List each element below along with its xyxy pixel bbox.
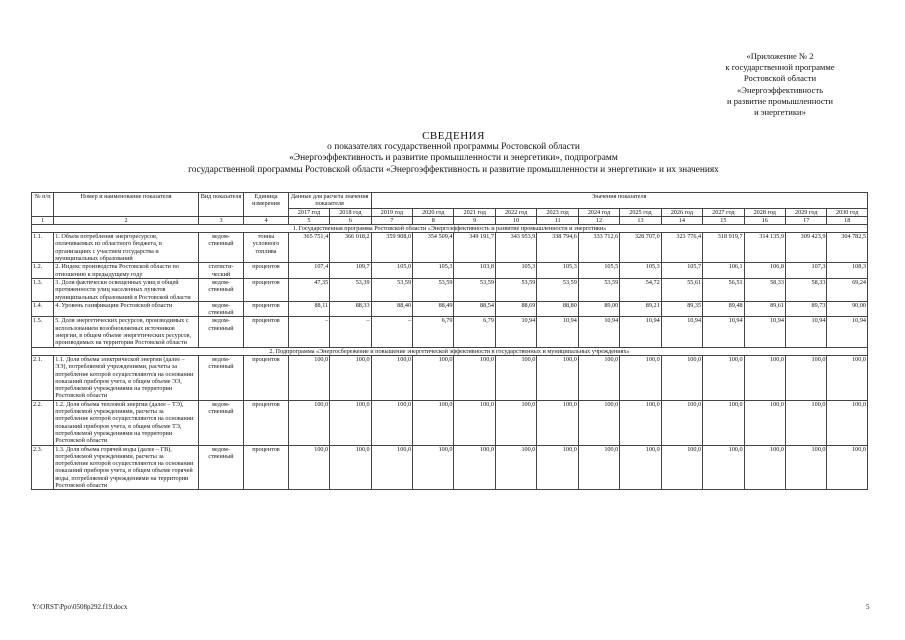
title-line: о показателях государственной программы Ростовской области (327, 142, 580, 153)
column-number: 12 (578, 216, 619, 224)
indicator-value: 103,8 (454, 263, 495, 279)
indicator-value: 100,0 (661, 355, 702, 400)
indicator-unit: процентов (244, 445, 288, 490)
indicator-name: 1.1. Доля объема электрической энергии (далее – ЭЭ), потребляемой учреждениями, расчеты за потребление которой осуществляются на основании показаний приборов учета, в общем объеме ЭЭ, потребляемой учреждениями на территории Ростовской области (54, 355, 199, 400)
indicator-value: 89,61 (744, 301, 785, 317)
indicator-value: 100,0 (620, 445, 661, 490)
indicator-value: 100,0 (454, 355, 495, 400)
indicator-value: 100,0 (785, 445, 826, 490)
table-row (32, 278, 868, 301)
indicator-value: 89,73 (785, 301, 826, 317)
col-header-base: Данные для расчета значения показателя (288, 193, 371, 209)
indicators-table (31, 192, 868, 490)
indicator-value: 100,0 (744, 445, 785, 490)
appendix-line: «Энергоэффективность (736, 84, 823, 95)
indicator-value: 100,0 (578, 400, 619, 445)
indicator-value: 314 135,9 (744, 233, 785, 263)
year-header: 2027 год (703, 208, 744, 216)
indicator-unit: процентов (244, 317, 288, 347)
indicator-unit: процентов (244, 400, 288, 445)
indicator-value: 10,94 (703, 317, 744, 347)
indicator-value: 328 707,0 (620, 233, 661, 263)
section-title: 1. Государственная программа Ростовской области «Энергоэффективность и развитие промышленности и энергетики» (32, 224, 868, 232)
indicator-value: 309 423,9 (785, 233, 826, 263)
indicator-value: 89,48 (703, 301, 744, 317)
indicator-value: 304 782,5 (827, 233, 868, 263)
row-number: 1.5. (32, 317, 54, 347)
indicator-value: 100,0 (703, 355, 744, 400)
indicator-value: 100,0 (537, 355, 578, 400)
indicator-type: ведом-ственный (198, 400, 243, 445)
indicator-value: 10,94 (495, 317, 536, 347)
indicator-value: 100,0 (454, 445, 495, 490)
indicator-value: 100,0 (454, 400, 495, 445)
indicator-value: 105,3 (620, 263, 661, 279)
indicator-value: 54,72 (620, 278, 661, 301)
indicator-value: 105,7 (661, 263, 702, 279)
year-header: 2019 год (371, 208, 412, 216)
indicator-value: 88,54 (454, 301, 495, 317)
table-row (32, 400, 868, 445)
indicator-value: 100,0 (578, 445, 619, 490)
indicator-value: 343 953,9 (495, 233, 536, 263)
indicator-value: 10,94 (744, 317, 785, 347)
indicator-value: 69,24 (827, 278, 868, 301)
section-row (32, 224, 868, 232)
indicator-value: 100,0 (288, 355, 329, 400)
col-header-unit: Единица измерения (244, 193, 288, 217)
appendix-line: и энергетики» (754, 107, 806, 118)
indicator-value: 6,79 (454, 317, 495, 347)
indicator-value: 100,0 (661, 400, 702, 445)
indicator-value: 100,0 (330, 445, 371, 490)
indicator-value: 53,59 (413, 278, 454, 301)
column-number: 2 (54, 216, 199, 224)
file-path: Y:\ORST\Ppo\0508p292.f19.docx (32, 603, 128, 611)
indicator-type: ведом-ственный (198, 317, 243, 347)
indicator-value: 100,0 (620, 355, 661, 400)
indicator-value: – (330, 317, 371, 347)
year-header: 2020 год (413, 208, 454, 216)
column-number: 4 (244, 216, 288, 224)
year-header: 2021 год (454, 208, 495, 216)
indicator-value: 100,0 (578, 355, 619, 400)
year-header: 2017 год (288, 208, 329, 216)
indicator-value: 10,94 (578, 317, 619, 347)
indicator-value: 53,59 (537, 278, 578, 301)
year-header: 2022 год (495, 208, 536, 216)
indicator-value: 100,0 (413, 355, 454, 400)
indicator-value: 100,0 (703, 400, 744, 445)
indicator-value: 6,79 (413, 317, 454, 347)
indicator-value: 108,3 (827, 263, 868, 279)
indicator-value: 88,69 (495, 301, 536, 317)
table-row (32, 445, 868, 490)
indicator-value: 100,0 (827, 355, 868, 400)
indicator-value: 89,00 (578, 301, 619, 317)
appendix-line: к государственной программе (725, 62, 835, 73)
indicator-value: 88,40 (371, 301, 412, 317)
indicator-type: ведом-ственный (198, 445, 243, 490)
indicator-value: 107,4 (288, 263, 329, 279)
indicator-value: 333 712,6 (578, 233, 619, 263)
indicator-unit: процентов (244, 263, 288, 279)
indicator-value: 105,3 (413, 263, 454, 279)
indicator-value: 100,0 (744, 355, 785, 400)
indicator-unit: процентов (244, 278, 288, 301)
row-number: 2.3. (32, 445, 54, 490)
appendix-line: Ростовской области (743, 73, 817, 84)
document-title (40, 131, 867, 176)
year-header: 2025 год (620, 208, 661, 216)
column-number: 6 (330, 216, 371, 224)
indicator-value: 10,94 (620, 317, 661, 347)
page-number: 5 (866, 603, 870, 611)
indicator-value: 105,5 (578, 263, 619, 279)
indicator-value: 58,33 (744, 278, 785, 301)
table-row (32, 263, 868, 279)
indicator-value: 100,0 (371, 400, 412, 445)
indicator-value: 106,8 (744, 263, 785, 279)
indicator-value: 100,0 (827, 400, 868, 445)
indicator-value: 100,0 (371, 355, 412, 400)
row-number: 1.4. (32, 301, 54, 317)
indicator-name: 5. Доля энергетических ресурсов, производимых с использованием возобновляемых источников энергии, в общем объеме энергетических ресурсов, производимых на территории Ростовской области (54, 317, 199, 347)
indicator-value: 100,0 (371, 445, 412, 490)
indicator-value: 100,0 (288, 445, 329, 490)
indicator-value: 354 509,4 (413, 233, 454, 263)
indicator-value: 100,0 (537, 400, 578, 445)
indicator-value: 88,11 (288, 301, 329, 317)
indicator-value: – (371, 317, 412, 347)
column-number: 1 (32, 216, 54, 224)
column-number: 10 (495, 216, 536, 224)
indicator-value: 107,3 (785, 263, 826, 279)
title-line: «Энергоэффективность и развитие промышленности и энергетики», подпрограмм (289, 153, 618, 164)
year-header: 2018 год (330, 208, 371, 216)
indicator-value: 105,3 (495, 263, 536, 279)
column-number: 8 (413, 216, 454, 224)
indicator-type: ведом-ственный (198, 233, 243, 263)
indicator-value: 100,0 (330, 355, 371, 400)
year-header: 2026 год (661, 208, 702, 216)
row-number: 2.2. (32, 400, 54, 445)
indicator-value: 100,0 (288, 400, 329, 445)
column-number: 16 (744, 216, 785, 224)
column-number: 9 (454, 216, 495, 224)
indicator-value: 53,59 (495, 278, 536, 301)
indicator-value: 89,35 (661, 301, 702, 317)
indicator-type: ведом-ственный (198, 301, 243, 317)
row-number: 2.1. (32, 355, 54, 400)
year-header: 2030 год (827, 208, 868, 216)
table-row (32, 317, 868, 347)
indicator-value: 100,0 (537, 445, 578, 490)
indicator-value: 47,35 (288, 278, 329, 301)
column-number: 7 (371, 216, 412, 224)
title-heading: СВЕДЕНИЯ (422, 130, 485, 142)
indicator-value: 359 908,0 (371, 233, 412, 263)
col-header-name: Номер и наименование показателя (54, 193, 199, 217)
indicator-value: 10,94 (785, 317, 826, 347)
indicator-type: ведом-ственный (198, 355, 243, 400)
indicator-value: 10,94 (537, 317, 578, 347)
indicator-value: 100,0 (703, 445, 744, 490)
indicator-type: ведом-ственный (198, 278, 243, 301)
indicator-name: 3. Доля фактически освещенных улиц в общей протяженности улиц населенных пунктов муниципальных образований в Ростовской области (54, 278, 199, 301)
indicator-value: 89,21 (620, 301, 661, 317)
column-number: 3 (198, 216, 243, 224)
indicator-value: 53,59 (371, 278, 412, 301)
indicator-type: статисти-ческий (198, 263, 243, 279)
indicator-value: 90,00 (827, 301, 868, 317)
indicator-value: 105,0 (371, 263, 412, 279)
indicator-value: 88,80 (537, 301, 578, 317)
column-number: 17 (785, 216, 826, 224)
indicator-value: 100,0 (785, 355, 826, 400)
indicator-value: 338 794,6 (537, 233, 578, 263)
column-number: 14 (661, 216, 702, 224)
indicator-value: 53,39 (330, 278, 371, 301)
indicator-name: 1.2. Доля объема тепловой энергии (далее – ТЭ), потребляемой учреждениями, расчеты за потребление которой осуществляются на основании показаний приборов учета, в общем объеме ТЭ, потребляемой учреждениями на территории Ростовской области (54, 400, 199, 445)
year-header: 2023 год (537, 208, 578, 216)
col-header-no: № п/п (32, 193, 54, 217)
indicator-value: 366 018,2 (330, 233, 371, 263)
indicator-name: 2. Индекс производства Ростовской области по отношению к предыдущему году (54, 263, 199, 279)
indicator-value: 10,94 (661, 317, 702, 347)
indicator-value: 100,0 (495, 445, 536, 490)
indicator-value: 53,59 (454, 278, 495, 301)
indicator-name: 1. Объем потребления энергоресурсов, оплачиваемых из областного бюджета, в организациях с участием государства и муниципальных образований (54, 233, 199, 263)
indicator-value: 88,49 (413, 301, 454, 317)
indicator-value: 318 919,7 (703, 233, 744, 263)
indicator-value: 100,0 (827, 445, 868, 490)
row-number: 1.1. (32, 233, 54, 263)
indicator-value: 365 751,4 (288, 233, 329, 263)
indicator-unit: процентов (244, 355, 288, 400)
indicator-value: 323 776,4 (661, 233, 702, 263)
column-number: 11 (537, 216, 578, 224)
column-number: 15 (703, 216, 744, 224)
indicator-value: – (288, 317, 329, 347)
year-header: 2028 год (744, 208, 785, 216)
indicator-value: 55,61 (661, 278, 702, 301)
column-number: 13 (620, 216, 661, 224)
indicator-value: 100,0 (785, 400, 826, 445)
col-header-type: Вид показателя (198, 193, 243, 217)
indicator-value: 100,0 (413, 400, 454, 445)
indicator-value: 58,33 (785, 278, 826, 301)
year-header: 2024 год (578, 208, 619, 216)
title-line: государственной программы Ростовской области «Энергоэффективность и развитие промышленности и энергетики» и их значениях (188, 164, 719, 175)
indicator-value: 100,0 (620, 400, 661, 445)
indicator-value: 88,33 (330, 301, 371, 317)
indicator-name: 4. Уровень газификации Ростовской области (54, 301, 199, 317)
section-title: 2. Подпрограмма «Энергосбережение и повышение энергетической эффективности в государственных и муниципальных учреждениях» (32, 347, 868, 355)
row-number: 1.3. (32, 278, 54, 301)
indicator-value: 53,59 (578, 278, 619, 301)
indicator-value: 109,7 (330, 263, 371, 279)
appendix-line: «Приложение № 2 (746, 51, 814, 61)
indicator-value: 100,0 (744, 400, 785, 445)
indicator-unit: процентов (244, 301, 288, 317)
table-row (32, 355, 868, 400)
indicator-value: 100,0 (330, 400, 371, 445)
table-row (32, 233, 868, 263)
indicator-unit: тонны условного топлива (244, 233, 288, 263)
section-row (32, 347, 868, 355)
appendix-line: и развитие промышленности (726, 95, 834, 106)
year-header: 2029 год (785, 208, 826, 216)
indicator-value: 349 191,7 (454, 233, 495, 263)
col-header-values: Значения показателя (371, 193, 867, 209)
table-row (32, 301, 868, 317)
indicator-value: 100,0 (495, 400, 536, 445)
row-number: 1.2. (32, 263, 54, 279)
indicator-name: 1.3. Доля объема горячей воды (далее – ГВ), потребляемой учреждениями, расчеты за потребление которой осуществляются на основании показаний приборов учета, в общем объеме горячей воды, потребляемой учреждениями на территории Ростовской области (54, 445, 199, 490)
indicator-value: 106,1 (703, 263, 744, 279)
column-number: 5 (288, 216, 329, 224)
indicator-value: 105,3 (537, 263, 578, 279)
column-number: 18 (827, 216, 868, 224)
indicator-value: 56,51 (703, 278, 744, 301)
indicator-value: 10,94 (827, 317, 868, 347)
indicator-value: 100,0 (413, 445, 454, 490)
indicator-value: 100,0 (661, 445, 702, 490)
indicator-value: 100,0 (495, 355, 536, 400)
appendix-block (700, 51, 860, 118)
